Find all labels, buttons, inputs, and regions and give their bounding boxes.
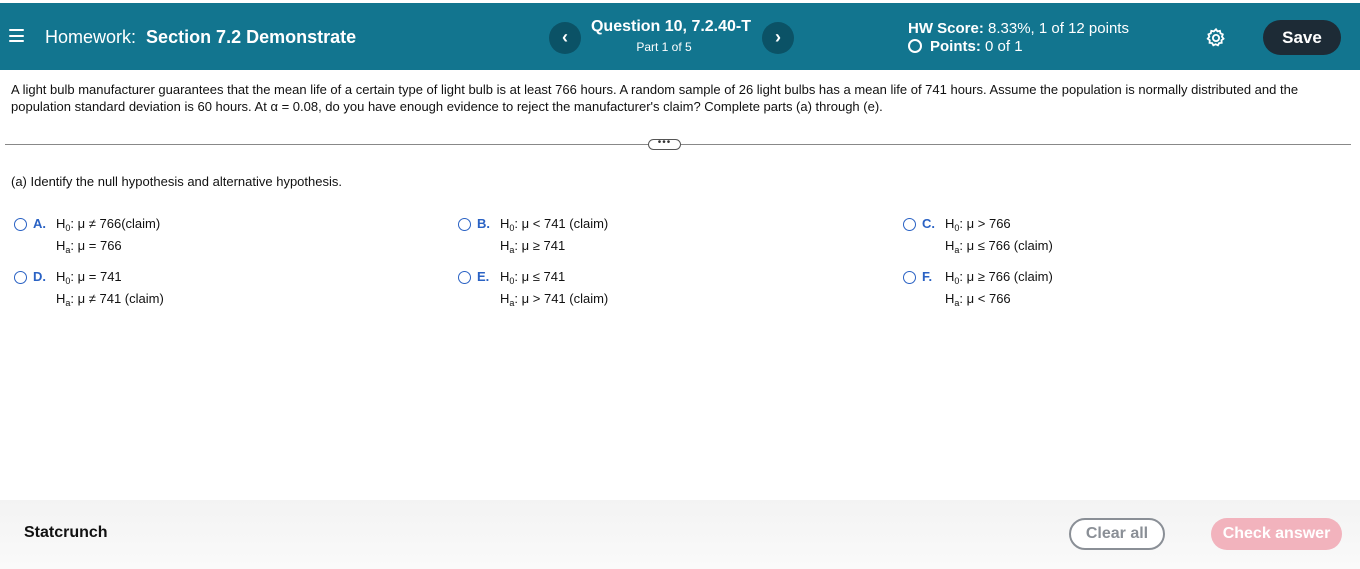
option-letter: E. — [477, 269, 490, 284]
footer-bar — [0, 500, 1360, 569]
alternative-hypothesis: $H_a$: μ = 766 — [56, 238, 122, 255]
question-prompt: (a) Identify the null hypothesis and alternative hypothesis. — [11, 174, 342, 189]
radio-button[interactable] — [14, 218, 27, 231]
next-question-button[interactable]: › — [762, 22, 794, 54]
points-status-icon — [908, 39, 922, 53]
radio-button[interactable] — [903, 271, 916, 284]
points-label: Points: — [930, 38, 981, 55]
expand-toggle[interactable]: ••• — [648, 139, 681, 150]
option-a[interactable] — [12, 216, 432, 260]
points-value: 0 of 1 — [985, 38, 1023, 55]
option-letter: D. — [33, 269, 46, 284]
null-hypothesis: $H_0$: μ ≠ 766(claim) — [56, 216, 161, 233]
question-title: Question 10, 7.2.40-T — [590, 18, 752, 35]
radio-button[interactable] — [458, 218, 471, 231]
save-button[interactable]: Save — [1263, 20, 1341, 55]
previous-question-button[interactable]: ‹ — [549, 22, 581, 54]
alternative-hypothesis: $H_a$: μ < 766 — [945, 291, 1011, 308]
hw-score-label: HW Score: — [908, 20, 984, 37]
menu-icon[interactable] — [9, 29, 24, 42]
null-hypothesis: $H_0$: μ ≤ 741 — [500, 269, 566, 286]
radio-button[interactable] — [458, 271, 471, 284]
null-hypothesis: $H_0$: μ < 741 (claim) — [500, 216, 609, 233]
clear-all-button[interactable]: Clear all — [1069, 518, 1165, 550]
gear-icon[interactable] — [1205, 27, 1227, 49]
alternative-hypothesis: $H_a$: μ ≤ 766 (claim) — [945, 238, 1053, 255]
alternative-hypothesis: $H_a$: μ > 741 (claim) — [500, 291, 609, 308]
homework-label: Homework: — [45, 27, 137, 47]
alternative-hypothesis: $H_a$: μ ≠ 741 (claim) — [56, 291, 164, 308]
statcrunch-link[interactable]: Statcrunch — [24, 524, 108, 541]
option-c[interactable] — [901, 216, 1321, 260]
option-letter: A. — [33, 216, 46, 231]
section-name: Section 7.2 Demonstrate — [146, 27, 357, 47]
points — [908, 38, 1023, 55]
option-d[interactable] — [12, 269, 432, 313]
alternative-hypothesis: $H_a$: μ ≥ 741 — [500, 238, 566, 255]
radio-button[interactable] — [903, 218, 916, 231]
hw-score — [908, 20, 1129, 37]
option-letter: F. — [922, 269, 933, 284]
option-e[interactable] — [456, 269, 876, 313]
option-f[interactable] — [901, 269, 1321, 313]
hw-score-value: 8.33%, 1 of 12 points — [988, 20, 1129, 37]
null-hypothesis: $H_0$: μ ≥ 766 (claim) — [945, 269, 1053, 286]
homework-title — [45, 27, 356, 48]
null-hypothesis: $H_0$: μ > 766 — [945, 216, 1011, 233]
top-bar — [0, 3, 1360, 70]
option-letter: C. — [922, 216, 935, 231]
radio-button[interactable] — [14, 271, 27, 284]
option-b[interactable] — [456, 216, 876, 260]
question-part: Part 1 of 5 — [636, 40, 692, 54]
null-hypothesis: $H_0$: μ = 741 — [56, 269, 122, 286]
problem-statement: A light bulb manufacturer guarantees that the mean life of a certain type of light bulb is at least 766 hours. A random sample of 26 light bulbs has a mean life of 741 hours. Assume the population is normally distributed and the population standard deviation is 60 hours. At α = 0.08, do you have enough evidence to reject the manufacturer's claim? Complete parts (a) through (e). — [11, 82, 1299, 114]
option-letter: B. — [477, 216, 490, 231]
check-answer-button[interactable]: Check answer — [1211, 518, 1342, 550]
